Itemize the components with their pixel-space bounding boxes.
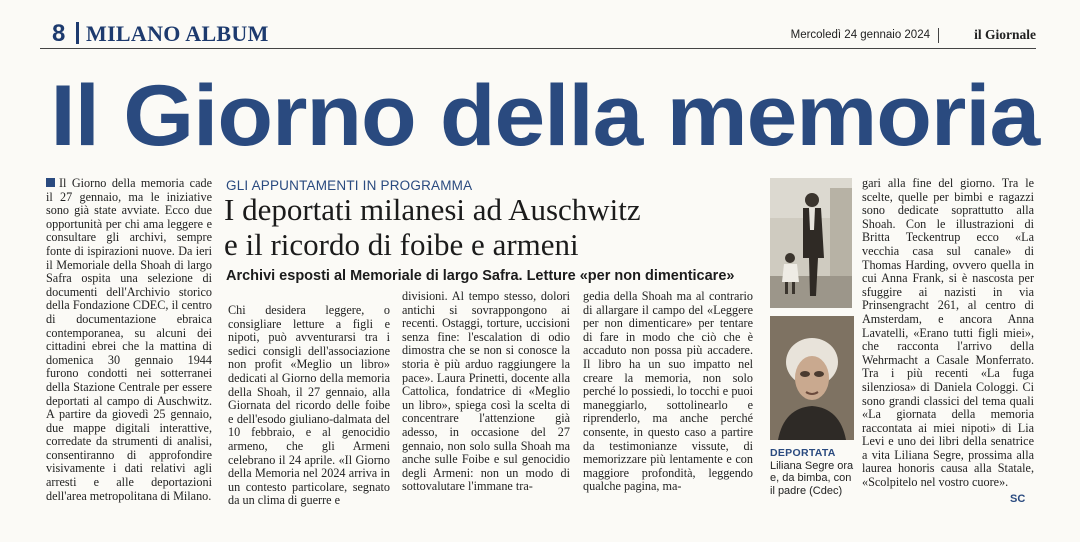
caption-label: DEPORTATA xyxy=(770,447,836,459)
header-separator xyxy=(938,28,939,43)
header-rule xyxy=(40,48,1036,49)
article-column-1 xyxy=(46,177,212,503)
column-1-text: Il Giorno della memoria cade il 27 gennaio, ma le iniziative sono già state avviate. Ecco due opportunità per chi ama leggere e consultare gli archivi, sempre fonte di ispirazioni nuove. Da ieri il Memoriale della Shoah di largo Safra ospita una selezione di documenti dell'Archivio storico della Fondazione CDEC, il centro di documentazione ebraica contemporanea, su alcuni dei cittadini ebrei che la mattina di domenica 30 gennaio 1944 furono condotti nei sotterranei della Stazione Centrale per essere deportati al campo di Auschwitz. A partire da giovedì 25 gennaio, due mappe digitali interattive, corredate da strumenti di analisi, consentiranno di approfondire visivamente i dati relativi agli arresti e alle deportazioni dell'area metropolitana di Milano. xyxy=(46,176,212,503)
issue-date: Mercoledì 24 gennaio 2024 xyxy=(790,29,930,41)
father-and-child-photo-icon xyxy=(770,178,852,308)
article-title-line-1: I deportati milanesi ad Auschwitz xyxy=(224,192,641,227)
article-kicker: GLI APPUNTAMENTI IN PROGRAMMA xyxy=(226,178,473,193)
photo-caption xyxy=(770,447,858,497)
newspaper-name: il Giornale xyxy=(974,27,1036,42)
elderly-woman-portrait-icon xyxy=(770,316,854,440)
section-title: MILANO ALBUM xyxy=(86,21,269,46)
article-column-2: Chi desidera leggere, o consigliare letture a figli e nipoti, può avventurarsi tra i sedici consigli dell'associazione non profit «Meglio un libro» dedicati al Giorno della memoria della Shoah, il 27 gennaio, alla Giornata del ricordo delle foibe e dell'esodo giuliano-dalmata del 10 febbraio, e al genocidio armeno, che gli Armeni celebrano il 24 aprile. «Il Giorno della Memoria nel 2024 arriva in un contesto particolare, segnato da un clima di guerre e xyxy=(228,303,390,508)
caption-text: Liliana Segre ora e, da bimba, con il padre (Cdec) xyxy=(770,459,854,497)
page-number: 8 xyxy=(52,20,66,47)
article-column-3: divisioni. Al tempo stesso, dolori antichi si sovrappongono ai recenti. Ostaggi, torture, uccisioni senza fine: l'escalation di odio dimostra che se non si conosce la storia è più arduo raggiungere la pace». Laura Prinetti, docente alla Cattolica, fondatrice di «Meglio un libro», spiega così la scelta di concentrare l'attenzione già adesso, in occasione del 27 gennaio, non solo sulla Shoah ma anche sulle Foibe e sul genocidio degli Armeni: non un modo di sottovalutare l'immane tra- xyxy=(402,289,570,494)
main-headline: Il Giorno della memoria xyxy=(50,68,1040,164)
page-header xyxy=(38,18,1038,48)
article-column-4: gedia della Shoah ma al contrario di allargare il campo del «Leggere per non dimenticare» per tentare di fare in modo che ciò che è accaduto non possa più accadere. Il libro ha un suo impatto nel creare la memoria, non solo perché lo possiedi, lo tocchi e puoi maneggiarlo, sottolinearlo e riprenderlo, ma anche perché consente, in questo caso a partire da testimonianze vissute, di memorizzare più lentamente e con maggiore profondità, leggendo qualche pagina, ma- xyxy=(583,289,753,494)
portrait-photo xyxy=(770,316,854,440)
historic-photo xyxy=(770,178,852,308)
square-bullet-icon xyxy=(46,178,55,187)
article-subtitle: Archivi esposti al Memoriale di largo Safra. Letture «per non dimenticare» xyxy=(226,268,735,284)
header-divider xyxy=(76,22,79,44)
article-column-5: gari alla fine del giorno. Tra le scelte, quelle per bimbi e ragazzi sono dedicate soprattutto alla Shoah. Con le illustrazioni di Britta Teckentrup ecco «La vecchia casa sul canale» di Thomas Harding, ovvero quella in cui Anna Frank, si è nascosta per sfuggire ai nazisti in via Prinsengracht 261, al centro di Amsterdam, e ancora Anna Lavatelli, «Erano tutti figli miei», che racconta l'arrivo della Wehrmacht a Casale Monferrato. Tra i più recenti «La fuga silenziosa» di Daniela Cologgi. Ci sono grandi classici del tema quali «La giornata della memoria raccontata ai miei nipoti» di Lia Levi e uno dei libri della senatrice a vita Liliana Segre, prossima alla laurea honoris causa alla Statale, «Scolpitelo nel vostro cuore». xyxy=(862,176,1034,490)
article-title-line-2: e il ricordo di foibe e armeni xyxy=(224,227,579,262)
author-signature: SC xyxy=(1010,493,1026,505)
